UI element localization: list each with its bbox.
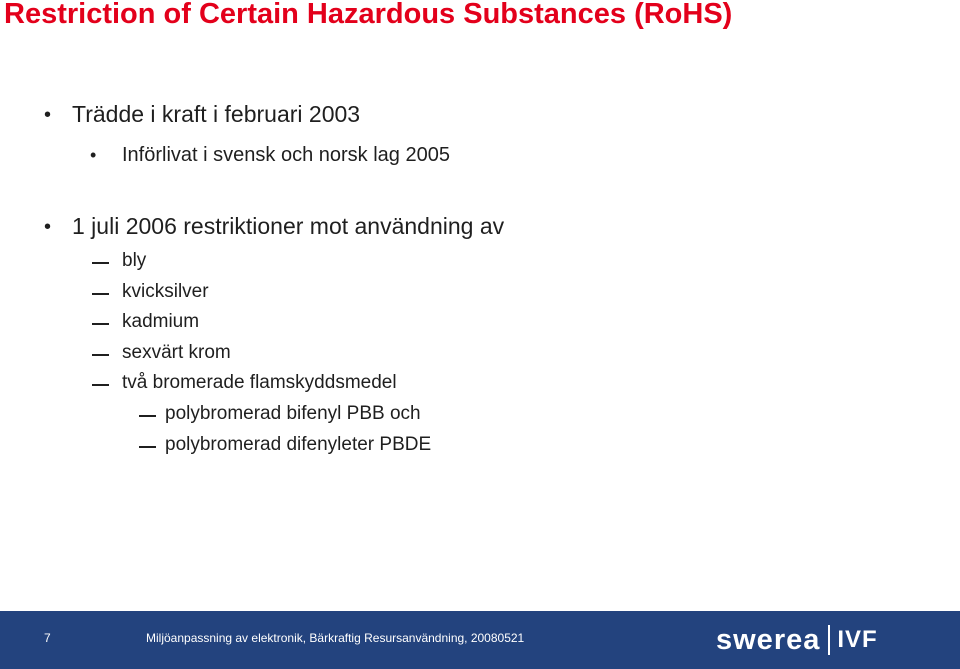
dash-point: kvicksilver	[122, 281, 209, 302]
dash-point: polybromerad bifenyl PBB och	[165, 403, 421, 424]
dash-icon	[139, 415, 156, 417]
dash-icon	[92, 323, 109, 325]
dash-icon	[92, 262, 109, 264]
logo-ivf-text: IVF	[837, 626, 878, 653]
slide-title: Restriction of Certain Hazardous Substances (RoHS)	[4, 0, 733, 30]
page-number: 7	[44, 631, 51, 645]
bullet-point: 1 juli 2006 restriktioner mot användning av	[72, 213, 505, 239]
dash-point: sexvärt krom	[122, 342, 231, 363]
dash-icon	[92, 384, 109, 386]
bullet-icon: •	[44, 216, 52, 238]
dash-point: kadmium	[122, 311, 200, 332]
logo-divider	[828, 625, 830, 655]
bullet-point: Trädde i kraft i februari 2003	[72, 101, 361, 127]
logo-swerea-text: swerea	[716, 623, 821, 656]
footer-text: Miljöanpassning av elektronik, Bärkraftig Resursanvändning, 20080521	[146, 631, 525, 645]
bullet-icon: •	[44, 104, 52, 126]
dash-icon	[92, 354, 109, 356]
bullet-point: Införlivat i svensk och norsk lag 2005	[122, 144, 450, 166]
footer-bar	[0, 611, 960, 669]
swerea-ivf-logo	[716, 615, 878, 665]
bullet-icon: •	[90, 145, 97, 165]
dash-icon	[92, 293, 109, 295]
dash-point: bly	[122, 250, 147, 271]
dash-icon	[139, 446, 156, 448]
dash-point: två bromerade flamskyddsmedel	[122, 372, 397, 393]
dash-point: polybromerad difenyleter PBDE	[165, 434, 432, 455]
